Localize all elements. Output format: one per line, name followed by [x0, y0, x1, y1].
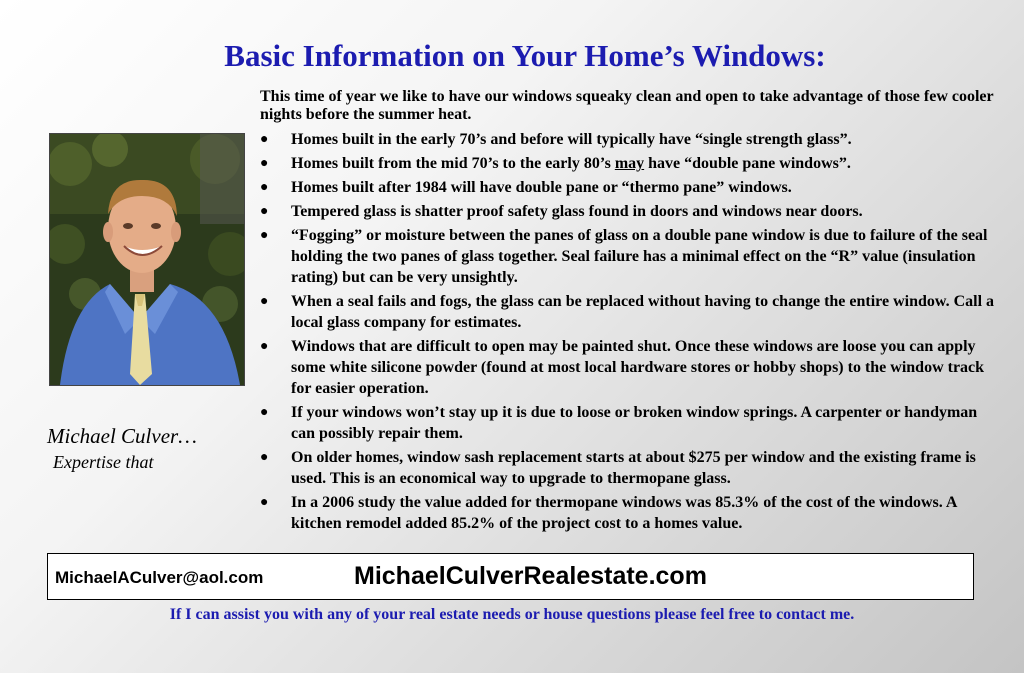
- list-item-text: When a seal fails and fogs, the glass can be replaced without having to change the entire window. Call a local glass company for estimates.: [291, 293, 995, 331]
- list-item-text: If your windows won’t stay up it is due to loose or broken window springs. A carpenter or handyman can possibly repair them.: [291, 404, 978, 442]
- list-item-text-start: Homes built from the mid 70’s to the early 80’s: [291, 155, 615, 172]
- tips-list: [258, 129, 998, 537]
- list-item: [258, 129, 998, 150]
- list-item: [258, 492, 998, 534]
- list-item-text: Homes built after 1984 will have double pane or “thermo pane” windows.: [291, 179, 792, 196]
- list-item: [258, 402, 998, 444]
- list-item: [258, 225, 998, 288]
- bullet-icon: ●: [260, 339, 269, 354]
- list-item-text: Homes built in the early 70’s and before will typically have “single strength glass”.: [291, 131, 852, 148]
- intro-paragraph: This time of year we like to have our windows squeaky clean and open to take advantage of those few cooler nights before the summer heat.: [260, 88, 994, 123]
- agent-photo: [49, 133, 245, 386]
- agent-tagline: Expertise that: [53, 452, 154, 472]
- list-item: [258, 336, 998, 399]
- list-item: [258, 201, 998, 222]
- bullet-icon: ●: [260, 228, 269, 243]
- bullet-icon: ●: [260, 156, 269, 171]
- email-link[interactable]: MichaelACulver@aol.com: [55, 568, 264, 587]
- footer-message: If I can assist you with any of your real estate needs or house questions please feel free to contact me.: [169, 606, 855, 623]
- list-item-text: “Fogging” or moisture between the panes of glass on a double pane window is due to failure of the seal holding the two panes of glass together. Seal failure has a minimal effect on the “R” value (insulation rating) but can be very unsightly.: [291, 227, 988, 286]
- bullet-icon: ●: [260, 495, 269, 510]
- list-item-text: Tempered glass is shatter proof safety glass found in doors and windows near doors.: [291, 203, 863, 220]
- list-item: [258, 153, 998, 174]
- list-item: [258, 447, 998, 489]
- bullet-icon: ●: [260, 450, 269, 465]
- list-item-text: Windows that are difficult to open may be painted shut. Once these windows are loose you can apply some white silicone powder (found at most local hardware stores or hobby shops) to the window track for easier operation.: [291, 338, 985, 397]
- list-item: [258, 177, 998, 198]
- contact-box: [47, 553, 974, 600]
- page-title: Basic Information on Your Home’s Windows:: [224, 38, 826, 73]
- list-item-text-underlined: may: [614, 155, 645, 172]
- list-item-text-end: have “double pane windows”.: [644, 155, 851, 172]
- bullet-icon: ●: [260, 405, 269, 420]
- list-item-text: On older homes, window sash replacement starts at about $275 per window and the existing frame is used. This is an economical way to upgrade to thermopane glass.: [291, 449, 976, 487]
- bullet-icon: ●: [260, 294, 269, 309]
- list-item-text: In a 2006 study the value added for thermopane windows was 85.3% of the cost of the windows. A kitchen remodel added 85.2% of the project cost to a homes value.: [291, 494, 957, 532]
- bullet-icon: ●: [260, 180, 269, 195]
- list-item: [258, 291, 998, 333]
- bullet-icon: ●: [260, 132, 269, 147]
- bullet-icon: ●: [260, 204, 269, 219]
- agent-name: Michael Culver…: [47, 424, 197, 448]
- website-link[interactable]: MichaelCulverRealestate.com: [354, 562, 707, 590]
